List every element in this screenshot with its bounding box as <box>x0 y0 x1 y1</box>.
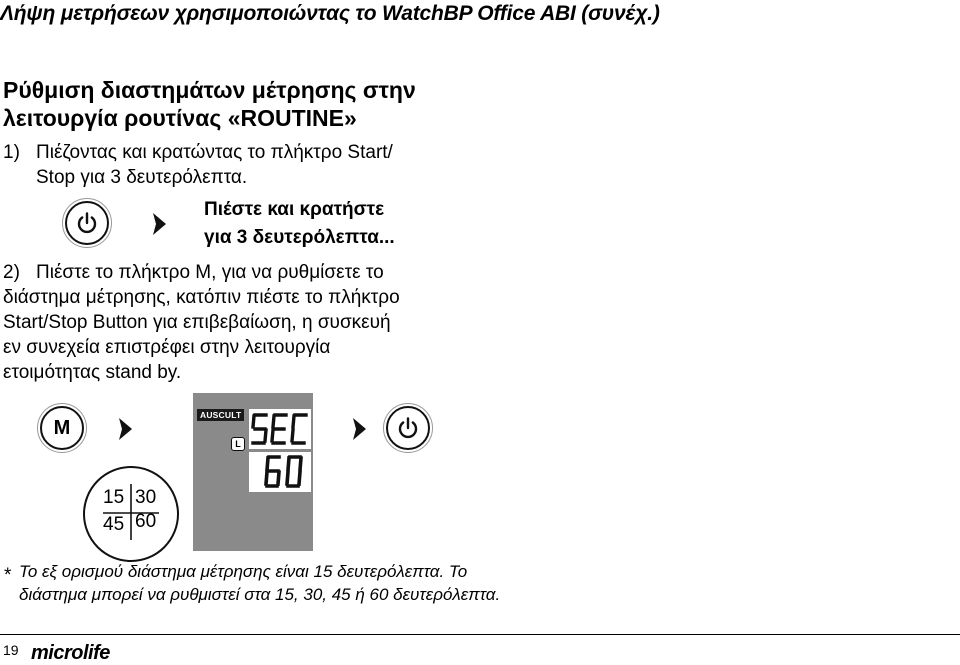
power-button-confirm[interactable] <box>386 406 430 450</box>
section-heading-line1: Ρύθμιση διαστημάτων μέτρησης στην <box>3 77 416 103</box>
step-2-line4: εν συνεχεία επιστρέφει στην λειτουργία <box>3 337 331 358</box>
arrow-right-icon <box>352 417 368 441</box>
arrow-right-icon <box>152 212 168 236</box>
interval-dial <box>83 466 179 562</box>
page-number: 19 <box>3 642 19 658</box>
page-header-title: Λήψη μετρήσεων χρησιμοποιώντας το WatchBP Office ABI (συνέχ.) <box>0 2 660 25</box>
dial-value-30: 30 <box>135 487 157 508</box>
step-1-line2: Stop για 3 δευτερόλεπτα. <box>36 167 248 188</box>
seg-text-60 <box>249 452 311 492</box>
seg-text-sec <box>249 409 311 449</box>
lcd-display <box>193 393 313 551</box>
dial-value-45: 45 <box>103 514 125 535</box>
step-2-line3: Start/Stop Button για επιβεβαίωση, η συσκευή <box>3 312 391 333</box>
step-2-line1: Πιέστε το πλήκτρο M, για να ρυθμίσετε το <box>36 262 384 283</box>
dial-value-60: 60 <box>135 511 157 532</box>
step-1 <box>3 140 393 190</box>
footer-divider <box>0 634 960 635</box>
footnote-line2: διάστημα μπορεί να ρυθμιστεί στα 15, 30, 45 ή 60 δευτερόλεπτα. <box>19 585 501 604</box>
step-1-caption <box>204 196 395 252</box>
dial-divider-lines <box>85 468 177 560</box>
step-1-number: 1) <box>3 142 20 163</box>
caption-line1: Πιέστε και κρατήστε <box>204 199 385 220</box>
section-heading <box>3 76 416 132</box>
step-2-line2: διάστημα μέτρησης, κατόπιν πιέστε το πλήκτρο <box>3 287 400 308</box>
arrow-right-icon <box>118 417 134 441</box>
step-2 <box>3 260 400 385</box>
caption-line2: για 3 δευτερόλεπτα... <box>204 227 395 248</box>
m-button[interactable] <box>40 406 84 450</box>
footnote-marker: * <box>4 565 12 586</box>
dial-value-15: 15 <box>103 487 125 508</box>
step-2-number: 2) <box>3 262 20 283</box>
footnote-line1: Το εξ ορισμού διάστημα μέτρησης είναι 15 δευτερόλεπτα. Το <box>19 562 468 581</box>
auscult-badge: AUSCULT <box>197 409 244 421</box>
section-heading-line2: λειτουργία ρουτίνας «ROUTINE» <box>3 105 357 131</box>
power-icon <box>74 210 100 236</box>
lcd-top-reading <box>249 409 311 449</box>
brand-logo: microlife <box>31 642 110 664</box>
l-indicator-icon: L <box>231 437 245 451</box>
power-button[interactable] <box>65 201 109 245</box>
step-1-line1: Πιέζοντας και κρατώντας το πλήκτρο Start/ <box>36 142 393 163</box>
step-2-line5: ετοιμότητας stand by. <box>3 362 182 383</box>
footnote <box>4 560 500 606</box>
m-button-icon: M <box>53 416 71 439</box>
lcd-bottom-reading <box>249 452 311 492</box>
power-icon <box>395 415 421 441</box>
